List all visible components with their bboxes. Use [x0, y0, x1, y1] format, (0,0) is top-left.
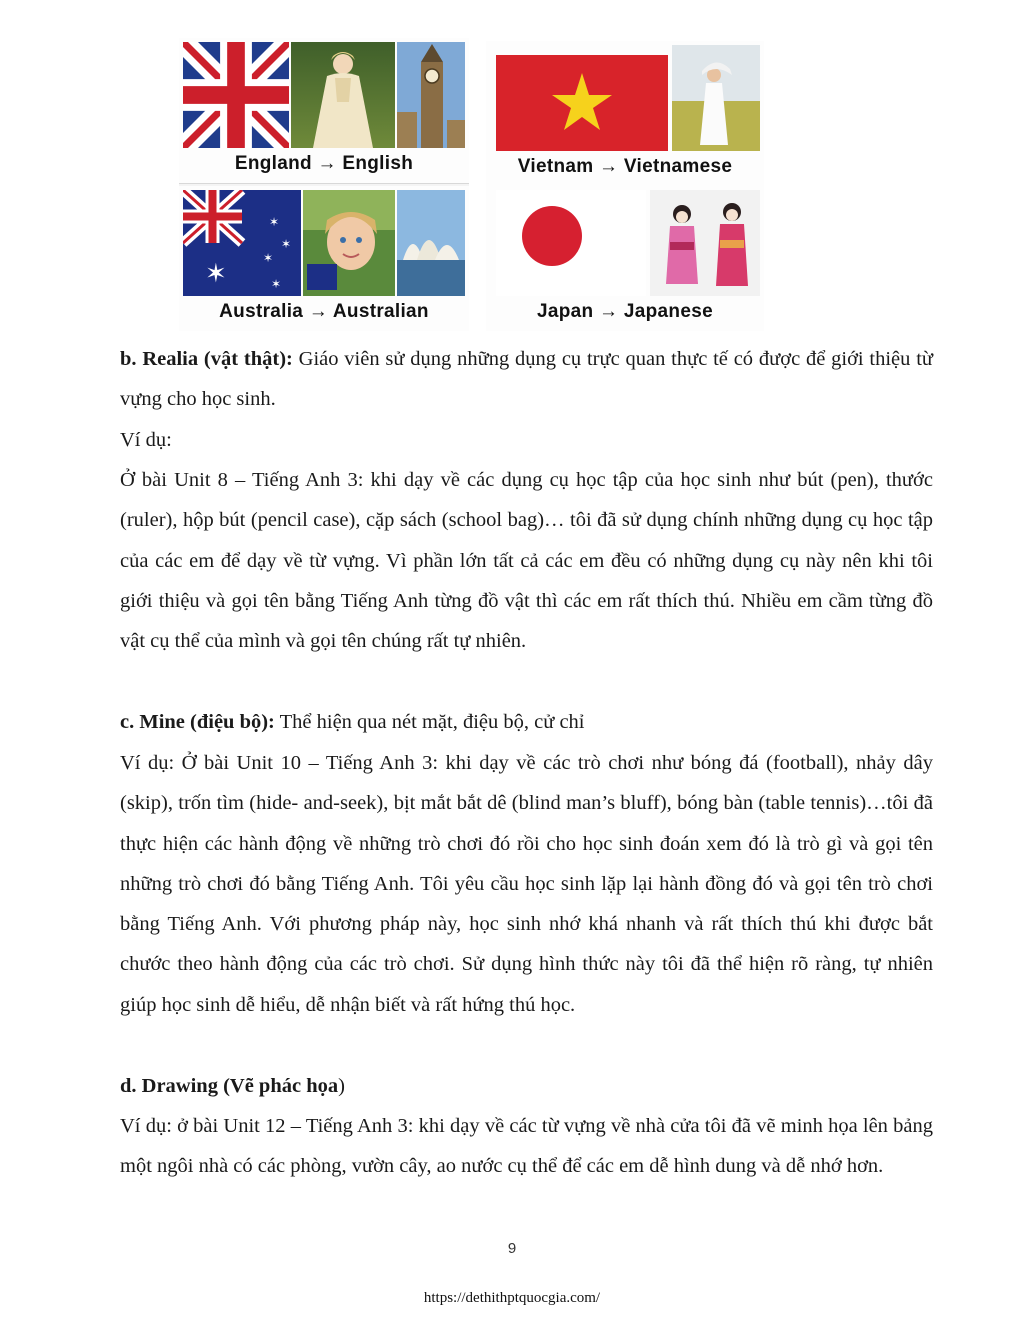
svg-text:✶: ✶ [281, 237, 292, 251]
flashcard-australia [179, 186, 469, 331]
queen-photo [291, 42, 395, 148]
vietnam-flag [496, 55, 668, 151]
svg-text:✶: ✶ [205, 259, 227, 289]
mine-example-paragraph: Ví dụ: Ở bài Unit 10 – Tiếng Anh 3: khi dạy về các trò chơi như bóng đá (football), nhảy dây (skip), trốn tìm (hide- and-seek), bịt mắt bắt dê (blind man’s bluff), bóng bàn (table tennis)…tôi đã thực hiện các hành động về những trò chơi đó rồi cho học sinh đoán xem đó là trò gì và gọi tên những trò chơi đó bằng Tiếng Anh. Tôi yêu cầu học sinh lặp lại hành đồng đó và gọi tên trò chơi bằng Tiếng Anh. Với phương pháp này, học sinh nhớ khá nhanh và rất thích thú khi được bắt chước theo hành động của các trò chơi. Sử dụng hình thức này tôi đã thể hiện rõ ràng, tự nhiên giúp học sinh dễ hiểu, dễ nhận biết và rất hứng thú học. [120, 752, 933, 1016]
realia-heading: b. Realia (vật thật): [120, 348, 293, 370]
realia-example-paragraph: Ở bài Unit 8 – Tiếng Anh 3: khi dạy về các dụng cụ học tập của học sinh như bút (pen), thước (ruler), hộp bút (pencil case), cặp sách (school bag)… tôi đã sử dụng chính những dụng cụ học tập của các em để dạy về từ vựng. Vì phần lớn tất cả các em đều có những dụng cụ này nên khi tôi giới thiệu và gọi tên bằng Tiếng Anh từng đồ vật thì các em rất thích thú. Nhiều em cầm từng đồ vật cụ thể của mình và gọi tên chúng rất tự nhiên. [120, 469, 933, 653]
kimono-dolls-photo [650, 190, 760, 296]
flashcard-pictures [183, 42, 465, 148]
flashcard-caption: England → English [234, 153, 414, 174]
big-ben-photo [397, 42, 465, 148]
flashcard-caption: Japan → Japanese [537, 301, 713, 322]
flashcard-caption: Vietnam → Vietnamese [517, 156, 733, 177]
flashcard-vietnam [486, 41, 764, 187]
flashcard-pictures [490, 45, 760, 151]
mine-heading: c. Mine (điệu bộ): [120, 711, 275, 733]
realia-description: Giáo viên sử dụng những dụng cụ trực quan thực tế có được để giới thiệu từ vựng cho học sinh. [120, 348, 934, 411]
drawing-heading: d. Drawing (Vẽ phác họa [120, 1075, 339, 1097]
mine-description: Thể hiện qua nét mặt, điệu bộ, cử chỉ [279, 711, 585, 733]
realia-paragraph [120, 339, 933, 420]
sydney-opera-house-photo [397, 190, 465, 296]
realia-example-label: Ví dụ: [120, 429, 172, 451]
ao-dai-girl-photo [672, 45, 760, 151]
australia-flag [183, 190, 301, 296]
footer-url[interactable]: https://dethithptquocgia.com/ [423, 1290, 601, 1306]
girl-with-flag-photo [303, 190, 395, 296]
flashcard-england [179, 38, 469, 184]
page-number: 9 [507, 1240, 517, 1257]
union-jack-flag [183, 42, 289, 148]
flashcard-pictures [183, 190, 465, 296]
mine-paragraph [120, 702, 933, 742]
flashcard-image-right [486, 41, 764, 331]
svg-text:✶: ✶ [271, 277, 282, 291]
flashcard-image-left [179, 38, 469, 331]
japan-flag [496, 190, 646, 296]
drawing-heading-close: ) [338, 1075, 345, 1097]
drawing-heading-line [120, 1066, 933, 1106]
flashcard-pictures [490, 190, 760, 296]
svg-text:✶: ✶ [269, 215, 280, 229]
flashcard-japan [486, 186, 764, 331]
drawing-example-paragraph: Ví dụ: ở bài Unit 12 – Tiếng Anh 3: khi dạy về các từ vựng về nhà cửa tôi đã vẽ minh họa lên bảng một ngôi nhà có các phòng, vườn cây, ao nước cụ thể để các em dễ hình dung và dễ nhớ hơn. [120, 1115, 933, 1178]
svg-text:✶: ✶ [263, 251, 274, 265]
flashcard-caption: Australia → Australian [219, 301, 429, 322]
